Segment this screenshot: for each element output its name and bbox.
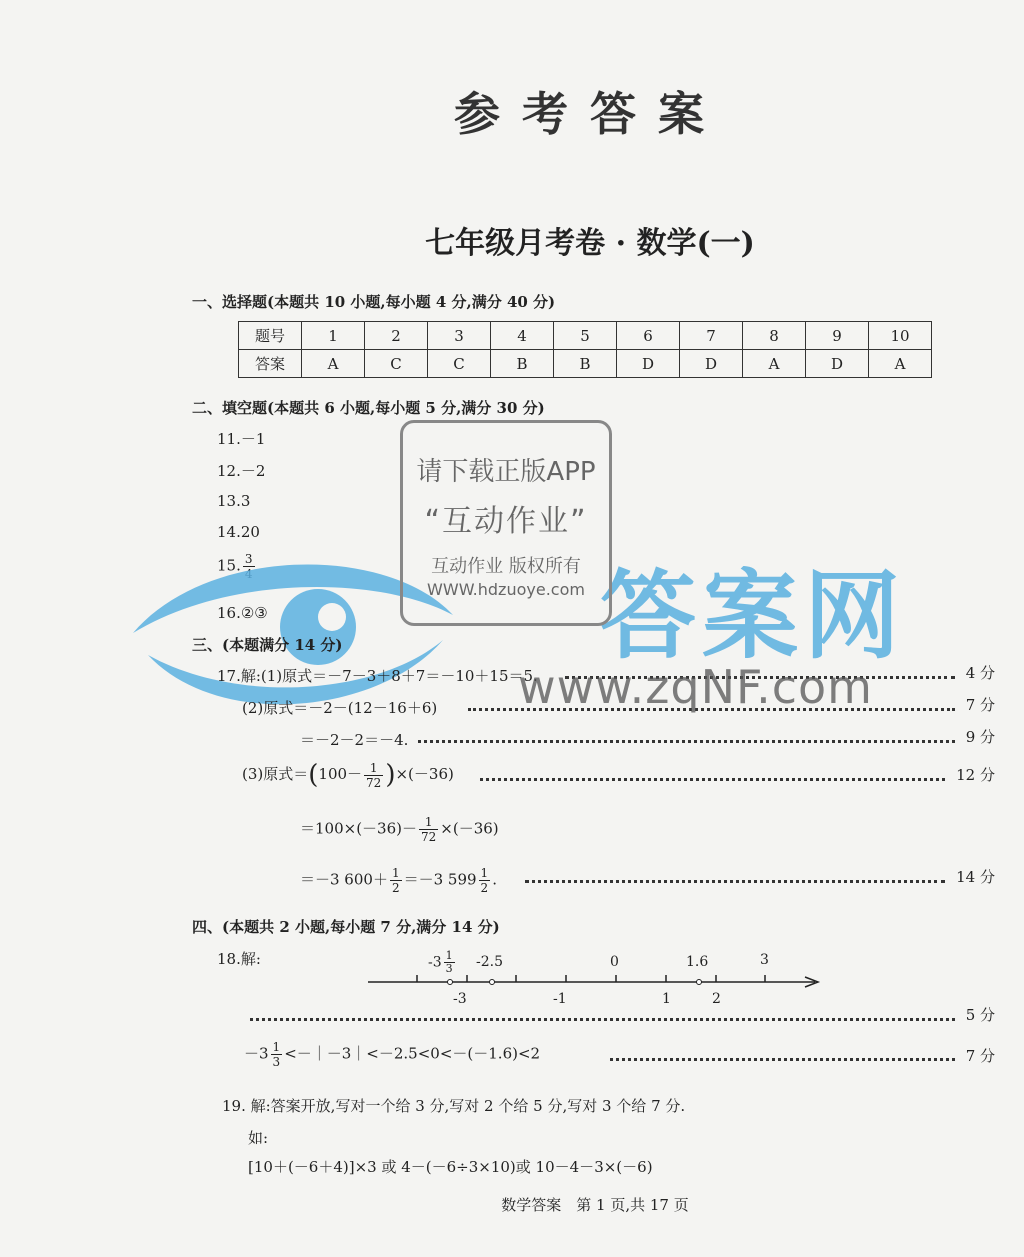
expr-part: ×(－36)	[440, 819, 499, 838]
fraction-numerator: 1	[445, 949, 453, 962]
number-line-label	[428, 950, 457, 975]
stamp-line: WWW.hdzuoye.com	[427, 580, 585, 599]
fraction	[444, 950, 455, 975]
expr-part: ＝－3 599	[403, 870, 477, 889]
fraction-numerator: 3	[244, 552, 253, 566]
point-marker	[448, 980, 453, 985]
comparison-line	[244, 1040, 540, 1069]
fraction-denominator: 2	[480, 881, 489, 895]
score-label: 12 分	[956, 766, 995, 784]
expr-part: ＝100×(－36)－	[300, 819, 417, 838]
label-text: -3	[428, 954, 442, 971]
number-line-label: -2.5	[476, 954, 503, 970]
dot-leader	[525, 880, 945, 883]
fraction-numerator: 1	[419, 815, 438, 830]
solution-19-text: 19. 解:答案开放,写对一个给 3 分,写对 2 个给 5 分,写对 3 个给 7 分.	[222, 1097, 686, 1115]
score-label: 7 分	[965, 1047, 995, 1065]
dot-leader	[418, 740, 955, 743]
table-cell: A	[302, 350, 365, 378]
table-cell: B	[554, 350, 617, 378]
answer-15-prefix: 15.	[217, 556, 241, 575]
table-cell: 3	[428, 322, 491, 350]
answer-14: 14.20	[217, 523, 260, 541]
score-label: 7 分	[965, 696, 995, 714]
table-cell: A	[743, 350, 806, 378]
table-cell: C	[365, 350, 428, 378]
section3-heading: 三、(本题满分 14 分)	[192, 636, 343, 654]
dot-leader	[250, 1018, 955, 1021]
fraction-denominator: 3	[445, 962, 453, 975]
expr-part: .	[492, 870, 497, 889]
number-line-label: 0	[610, 954, 619, 970]
table-cell: 5	[554, 322, 617, 350]
table-cell: 7	[680, 322, 743, 350]
table-cell: 10	[869, 322, 932, 350]
paren-open: (	[308, 760, 319, 790]
point-marker	[697, 980, 702, 985]
dot-leader	[480, 778, 945, 781]
table-cell: B	[491, 350, 554, 378]
solution-19-expression: [10＋(－6＋4)]×3 或 4－(－6÷3×10)或 10－4－3×(－6)	[248, 1158, 653, 1176]
watermark-url: www.zqNF.com	[518, 660, 873, 714]
page-footer: 数学答案 第 1 页,共 17 页	[501, 1196, 689, 1214]
stamp-line: 互动作业 版权所有	[431, 556, 581, 577]
fraction	[479, 866, 491, 895]
section4-heading: 四、(本题共 2 小题,每小题 7 分,满分 14 分)	[192, 918, 500, 936]
answer-13: 13.3	[217, 492, 251, 510]
fraction-numerator: 1	[391, 866, 400, 880]
fraction-denominator: 2	[391, 881, 400, 895]
table-cell: D	[806, 350, 869, 378]
solution-17-line2: (2)原式＝－2－(12－16＋6)	[242, 699, 438, 717]
number-line-label: 1.6	[686, 954, 709, 970]
answer-16: 16.②③	[217, 604, 268, 622]
table-cell: 6	[617, 322, 680, 350]
table-cell: 2	[365, 322, 428, 350]
table-cell: 9	[806, 322, 869, 350]
dot-leader	[610, 1058, 955, 1061]
page-title: 参考答案	[454, 87, 726, 141]
watermark-text: 答案网	[600, 560, 906, 672]
score-label: 14 分	[956, 868, 995, 886]
score-label: 9 分	[965, 728, 995, 746]
table-cell: A	[869, 350, 932, 378]
score-label: 5 分	[965, 1006, 995, 1024]
table-cell: 1	[302, 322, 365, 350]
number-line-label: 1	[662, 991, 671, 1007]
score-label: 4 分	[965, 664, 995, 682]
fraction-denominator: 72	[366, 775, 382, 790]
table-header-cell: 答案	[239, 350, 302, 378]
number-line-label: -3	[453, 991, 467, 1007]
number-line-label: 2	[712, 991, 721, 1007]
table-header-cell: 题号	[239, 322, 302, 350]
answer-11: 11.－1	[217, 430, 266, 448]
exam-subtitle: 七年级月考卷 · 数学(一)	[425, 226, 755, 261]
solution-19-example-label: 如:	[248, 1129, 269, 1147]
copyright-stamp	[400, 420, 612, 626]
table-cell: C	[428, 350, 491, 378]
table-cell: 4	[491, 322, 554, 350]
table-cell: 8	[743, 322, 806, 350]
number-line-label: 3	[760, 952, 769, 968]
number-line-label: -1	[553, 991, 567, 1007]
table-cell: D	[680, 350, 743, 378]
table-row-answers	[239, 350, 932, 378]
stamp-line: 请下载正版APP	[416, 457, 596, 487]
expr-part: <－｜－3｜<－2.5<0<－(－1.6)<2	[284, 1044, 541, 1063]
table-row-numbers	[239, 322, 932, 350]
expr-part: (3)原式＝	[242, 765, 309, 783]
solution-17-line5	[300, 815, 499, 844]
solution-18-label: 18.解:	[217, 950, 261, 968]
solution-17-line6	[300, 866, 497, 895]
solution-17-line3: ＝－2－2＝－4.	[300, 731, 409, 749]
expr-part: 100－	[318, 765, 363, 783]
fraction-numerator: 1	[480, 866, 489, 880]
solution-17-line1: 17.解:(1)原式＝－7－3＋8＋7＝－10＋15＝5.	[217, 667, 538, 685]
answer-12: 12.－2	[217, 462, 266, 480]
fraction-numerator: 1	[272, 1040, 281, 1054]
section1-heading: 一、选择题(本题共 10 小题,每小题 4 分,满分 40 分)	[192, 293, 556, 311]
fraction-denominator: 3	[272, 1055, 281, 1069]
point-marker	[490, 980, 495, 985]
fraction	[364, 761, 383, 790]
fraction	[419, 815, 438, 844]
stamp-line: “互动作业”	[424, 504, 588, 539]
expr-part: ×(－36)	[395, 765, 454, 783]
answer-table	[238, 321, 932, 378]
fraction	[390, 866, 402, 895]
solution-17-line4	[242, 760, 454, 790]
expr-part: －3	[244, 1044, 269, 1063]
expr-part: ＝－3 600＋	[300, 870, 388, 889]
fraction	[271, 1040, 283, 1069]
paren-close: )	[385, 760, 396, 790]
section2-heading: 二、填空题(本题共 6 小题,每小题 5 分,满分 30 分)	[192, 399, 545, 417]
table-cell: D	[617, 350, 680, 378]
fraction-numerator: 1	[364, 761, 383, 776]
fraction-denominator: 72	[421, 830, 437, 844]
